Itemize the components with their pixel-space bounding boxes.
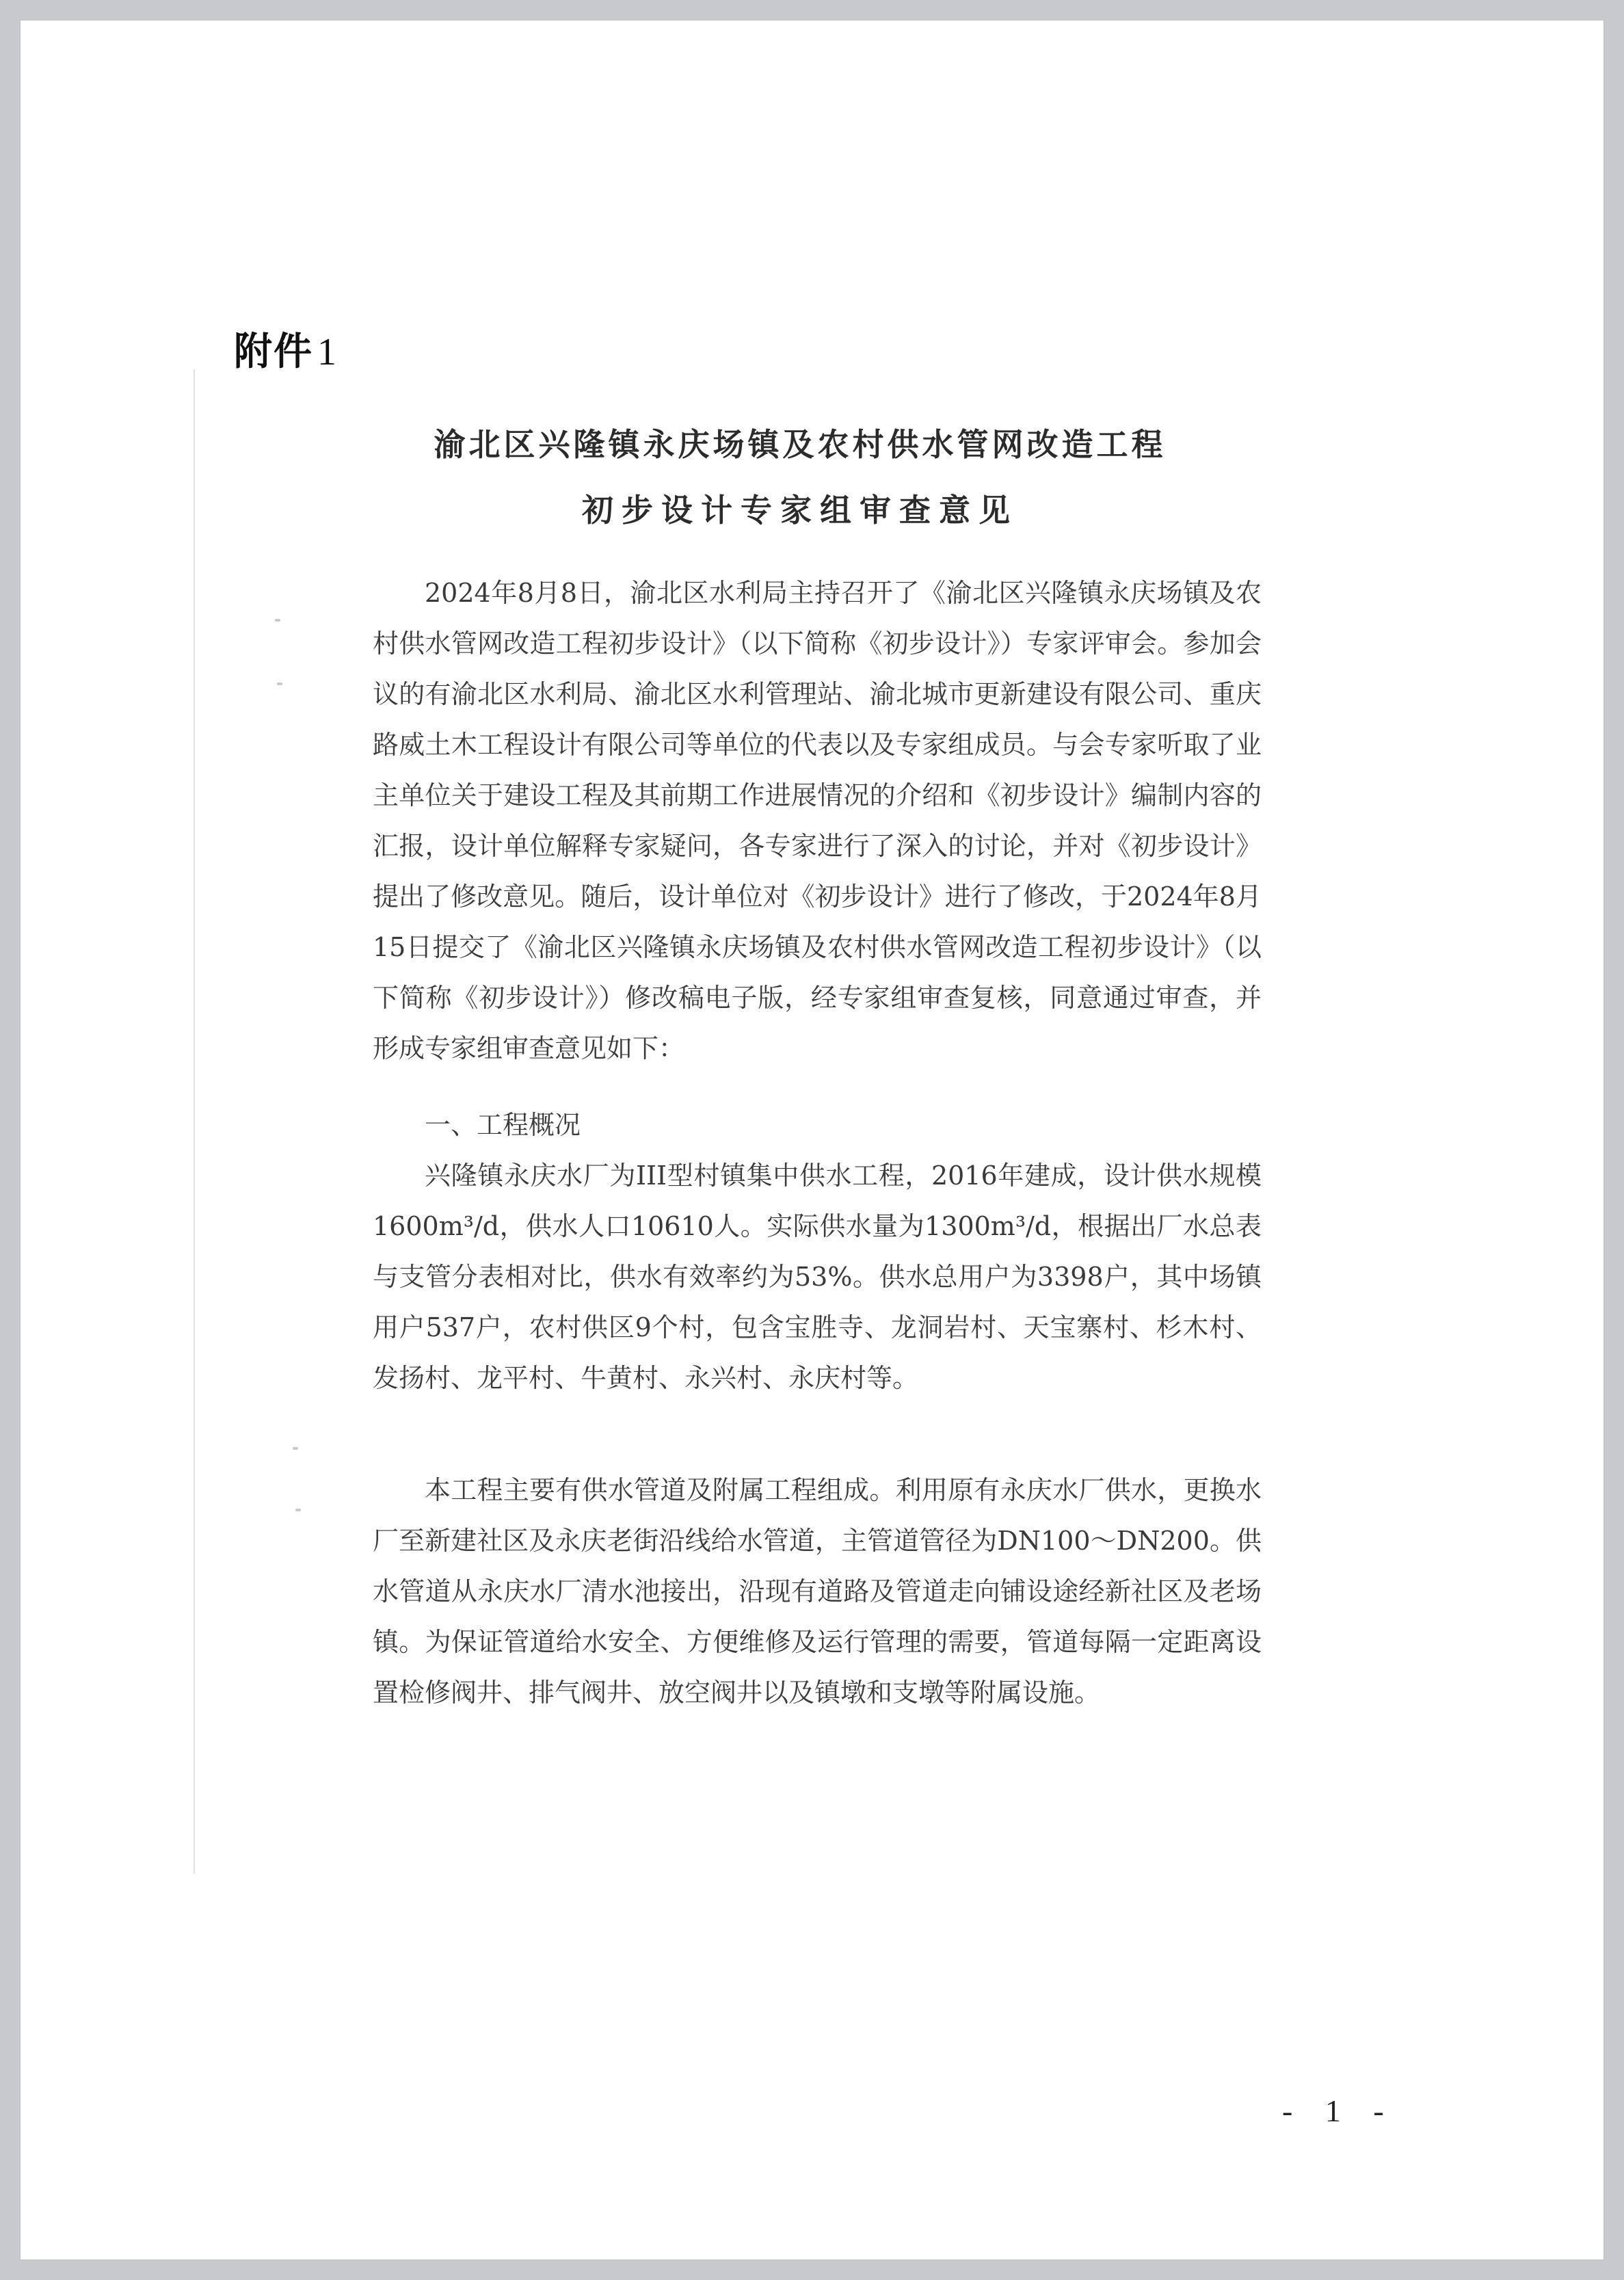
scan-speck	[277, 682, 282, 685]
page-number: - 1 -	[1282, 2093, 1396, 2128]
attachment-label	[234, 321, 338, 376]
attachment-label-number: 1	[317, 331, 338, 373]
paragraph-water-plant-overview: 兴隆镇永庆水厂为III型村镇集中供水工程，2016年建成，设计供水规模1600m³/d，供水人口10610人。实际供水量为1300m³/d，根据出厂水总表与支管分表相对比，供水有效率约为53%。供水总用户为3398户，其中场镇用户537户，农村供区9个村，包含宝胜寺、龙洞岩村、天宝寨村、杉木村、发扬村、龙平村、牛黄村、永兴村、永庆村等。	[373, 1161, 1262, 1393]
section-heading-project-overview: 一、工程概况	[425, 1110, 581, 1140]
paragraph-meeting-summary: 2024年8月8日，渝北区水利局主持召开了《渝北区兴隆镇永庆场镇及农村供水管网改造工程初步设计》（以下简称《初步设计》）专家评审会。参加会议的有渝北区水利局、渝北区水利管理站、渝北城市更新建设有限公司、重庆路威土木工程设计有限公司等单位的代表以及专家组成员。与会专家听取了业主单位关于建设工程及其前期工作进展情况的介绍和《初步设计》编制内容的汇报，设计单位解释专家疑问，各专家进行了深入的讨论，并对《初步设计》提出了修改意见。随后，设计单位对《初步设计》进行了修改，于2024年8月15日提交了《渝北区兴隆镇永庆场镇及农村供水管网改造工程初步设计》（以下简称《初步设计》）修改稿电子版，经专家组审查复核，同意通过审查，并形成专家组审查意见如下：	[373, 578, 1262, 1063]
scan-speck	[275, 619, 280, 622]
scan-speck	[293, 1447, 298, 1450]
document-title-line-1: 渝北区兴隆镇永庆场镇及农村供水管网改造工程	[434, 426, 1167, 463]
document-title-line-2: 初步设计专家组审查意见	[582, 492, 1018, 529]
paragraph-project-composition: 本工程主要有供水管道及附属工程组成。利用原有永庆水厂供水，更换水厂至新建社区及永庆老街沿线给水管道，主管道管径为DN100～DN200。供水管道从永庆水厂清水池接出，沿现有道路及管道走向铺设途经新社区及老场镇。为保证管道给水安全、方便维修及运行管理的需要，管道每隔一定距离设置检修阀井、排气阀井、放空阀井以及镇墩和支墩等附属设施。	[373, 1475, 1262, 1708]
attachment-label-word: 附件	[234, 330, 313, 374]
scan-edge-line	[194, 369, 195, 1874]
scan-speck	[295, 1509, 301, 1511]
